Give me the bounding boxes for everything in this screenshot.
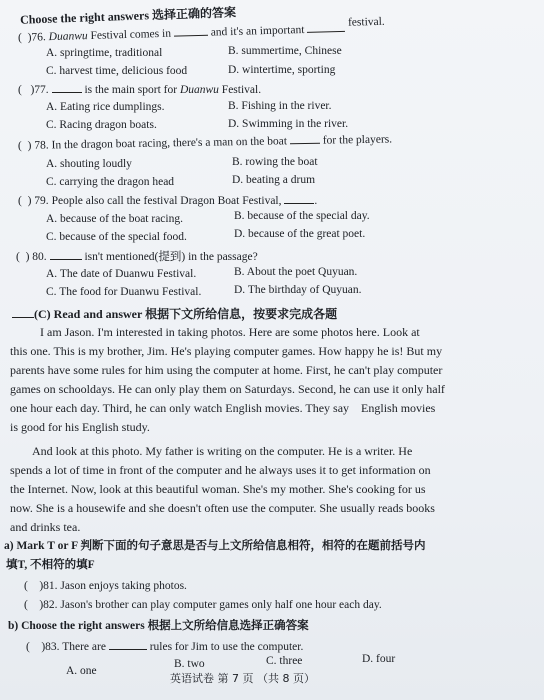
answer-bracket-82[interactable]: (	[24, 599, 40, 611]
question-79-text-1: People also call the festival Dragon Boat Festival,	[51, 195, 282, 207]
question-83-option-a[interactable]: A. one	[66, 665, 97, 677]
section-b-header-text: Choose the right answers	[19, 8, 150, 27]
section-c-header-cn: 根据下文所给信息，按要求完成各题	[145, 307, 338, 321]
question-79	[18, 193, 317, 208]
question-78	[18, 131, 392, 153]
question-77-number: )77.	[30, 84, 49, 96]
question-76-text-1: Duanwu	[48, 30, 88, 44]
question-79-text-2: .	[314, 195, 318, 207]
passage-line-9: the Internet. Now, look at this beautiful woman. She's my mother. She's cooking for us	[10, 482, 426, 496]
question-77	[18, 82, 261, 97]
question-79-option-a[interactable]: A. because of the boat racing.	[46, 213, 183, 225]
question-78-text-2: for the players.	[322, 133, 393, 147]
passage-line-10: now. She is a housewife and she doesn't often use the computer. She usually reads books	[10, 501, 435, 515]
question-76-blank-1	[174, 25, 208, 37]
question-77-text-2: Duanwu	[179, 84, 219, 96]
question-77-text-1: is the main sport for	[84, 84, 178, 96]
question-78-option-b[interactable]: B. rowing the boat	[232, 156, 318, 168]
question-83-option-d[interactable]: D. four	[362, 653, 396, 665]
section-c-score-blank[interactable]	[12, 307, 34, 318]
part-a-header-line-2: 填T, 不相符的填F	[6, 559, 95, 571]
question-76-text-4: festival.	[347, 15, 385, 29]
section-b-header-cn: 选择正确的答案	[151, 5, 237, 23]
part-b-header-text: b) Choose the right answers	[8, 620, 145, 632]
question-79-option-b[interactable]: B. because of the special day.	[234, 210, 370, 222]
question-80-option-a[interactable]: A. The date of Duanwu Festival.	[46, 268, 197, 280]
question-80-text: isn't mentioned(提到) in the passage?	[84, 251, 258, 263]
answer-bracket-77[interactable]: (	[18, 84, 31, 96]
question-78-option-c[interactable]: C. carrying the dragon head	[46, 176, 175, 188]
question-83-text-2: rules for Jim to use the computer.	[149, 641, 304, 653]
passage-line-2: this one. This is my brother, Jim. He's playing computer games. How happy he is! But my	[10, 344, 443, 358]
passage-line-7: And look at this photo. My father is writing on the computer. He is a writer. He	[32, 444, 413, 458]
page-footer: 英语试卷 第 7 页 （共 8 页）	[170, 672, 315, 685]
question-76-option-a[interactable]: A. springtime, traditional	[46, 47, 163, 59]
passage-line-4: games on schooldays. He can only play them on Saturdays. Second, he can use it only half	[10, 382, 445, 396]
question-78-text-1: In the dragon boat racing, there's a man on the boat	[51, 135, 288, 152]
question-80-option-b[interactable]: B. About the poet Quyuan.	[234, 266, 358, 278]
question-80-number: ) 80.	[25, 251, 47, 263]
section-b-header	[20, 5, 236, 27]
answer-bracket-83[interactable]: (	[26, 641, 42, 653]
question-76-option-c[interactable]: C. harvest time, delicious food	[46, 65, 188, 77]
part-a-header-line-1: a) Mark T or F 判断下面的句子意思是否与上文所给信息相符，相符的在题前括号内	[4, 540, 426, 552]
question-77-option-a[interactable]: A. Eating rice dumplings.	[46, 101, 165, 113]
question-80-option-d[interactable]: D. The birthday of Quyuan.	[234, 284, 362, 296]
question-79-option-c[interactable]: C. because of the special food.	[46, 231, 187, 243]
question-77-option-b[interactable]: B. Fishing in the river.	[228, 100, 332, 112]
answer-bracket-81[interactable]: (	[24, 580, 40, 592]
question-83-text-1: )83. There are	[41, 641, 106, 653]
question-82	[24, 598, 382, 612]
answer-bracket-80[interactable]: (	[16, 251, 26, 263]
passage-line-3: parents have some rules for him using the computer at home. First, he can't play computer	[10, 363, 443, 377]
question-77-blank	[52, 82, 82, 93]
question-76-text-3: and it's an important	[210, 24, 305, 39]
question-77-text-3: Festival.	[221, 84, 262, 96]
passage-line-8: spends a lot of time in front of the computer and he always uses it to get information on	[10, 463, 431, 477]
question-83	[26, 639, 303, 654]
question-78-option-d[interactable]: D. beating a drum	[232, 174, 316, 186]
question-76-blank-2	[307, 21, 345, 33]
passage-line-6: is good for his English study.	[10, 420, 150, 434]
question-83-option-b[interactable]: B. two	[174, 658, 205, 670]
passage-line-11: and drinks tea.	[10, 520, 81, 534]
question-79-option-d[interactable]: D. because of the great poet.	[234, 228, 366, 240]
passage-line-1: I am Jason. I'm interested in taking photos. Here are some photos here. Look at	[40, 325, 420, 339]
question-82-text: )82. Jason's brother can play computer games only half one hour each day.	[39, 599, 382, 611]
question-80-blank	[50, 249, 82, 260]
part-b-header	[8, 619, 309, 633]
question-76-number: )76.	[27, 31, 46, 44]
answer-bracket-78[interactable]: (	[17, 139, 28, 152]
question-81-text: )81. Jason enjoys taking photos.	[39, 580, 187, 592]
question-80-option-c[interactable]: C. The food for Duanwu Festival.	[46, 286, 202, 298]
question-76-option-b[interactable]: B. summertime, Chinese	[228, 45, 342, 57]
section-c-header	[12, 307, 337, 321]
section-c-header-text: (C) Read and answer	[34, 307, 143, 321]
part-b-header-cn: 根据上文所给信息选择正确答案	[147, 620, 309, 632]
question-81	[24, 579, 187, 593]
question-77-option-d[interactable]: D. Swimming in the river.	[228, 118, 349, 130]
question-76-option-d[interactable]: D. wintertime, sporting	[228, 64, 336, 76]
question-78-option-a[interactable]: A. shouting loudly	[46, 158, 132, 170]
question-77-option-c[interactable]: C. Racing dragon boats.	[46, 119, 157, 131]
question-83-blank	[109, 639, 147, 650]
question-83-option-c[interactable]: C. three	[266, 655, 303, 667]
question-80	[16, 249, 258, 264]
answer-bracket-79[interactable]: (	[18, 195, 28, 207]
question-79-blank	[284, 193, 314, 204]
passage-line-5: one hour each day. Third, he can only watch English movies. They say English movies	[10, 401, 436, 415]
question-79-number: ) 79.	[27, 195, 49, 207]
answer-bracket-76[interactable]: (	[17, 31, 28, 44]
question-76-text-2: Festival comes in	[90, 27, 172, 42]
question-78-blank	[290, 133, 320, 145]
question-78-number: ) 78.	[27, 139, 49, 152]
